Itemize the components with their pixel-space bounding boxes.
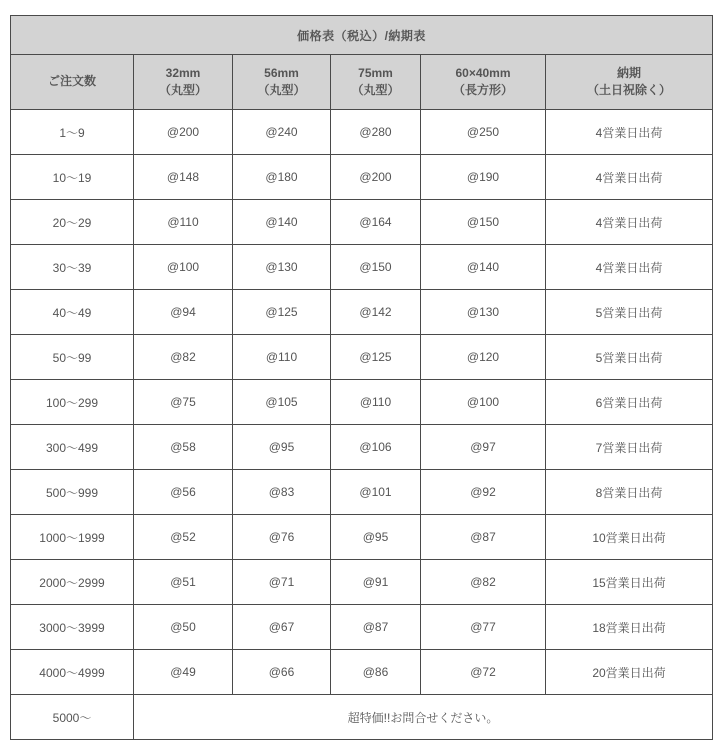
price-cell-32mm: @75 xyxy=(134,380,233,425)
price-cell-60x40mm: @92 xyxy=(421,470,546,515)
col-header-line1: 32mm xyxy=(165,65,201,80)
price-cell-56mm: @67 xyxy=(233,605,331,650)
price-cell-56mm: @83 xyxy=(233,470,331,515)
quantity-cell: 500〜999 xyxy=(11,470,134,515)
col-header-line1: 75mm xyxy=(358,65,393,80)
table-title: 価格表（税込）/納期表 xyxy=(11,16,713,55)
table-row xyxy=(11,110,713,155)
col-header-delivery xyxy=(546,55,713,110)
table-row xyxy=(11,560,713,605)
delivery-cell: 4営業日出荷 xyxy=(546,155,713,200)
quantity-cell: 300〜499 xyxy=(11,425,134,470)
price-cell-75mm: @150 xyxy=(331,245,421,290)
col-header-line2: （長方形） xyxy=(452,83,513,97)
col-header-line1: 60×40mm xyxy=(455,65,511,80)
price-cell-56mm: @125 xyxy=(233,290,331,335)
quantity-cell: 10〜19 xyxy=(11,155,134,200)
col-header-line2: （丸型） xyxy=(158,83,207,97)
price-cell-60x40mm: @250 xyxy=(421,110,546,155)
price-cell-60x40mm: @140 xyxy=(421,245,546,290)
price-cell-56mm: @240 xyxy=(233,110,331,155)
delivery-cell: 20営業日出荷 xyxy=(546,650,713,695)
price-cell-56mm: @110 xyxy=(233,335,331,380)
table-title-row xyxy=(11,16,713,55)
price-cell-75mm: @110 xyxy=(331,380,421,425)
price-cell-60x40mm: @87 xyxy=(421,515,546,560)
delivery-cell: 4営業日出荷 xyxy=(546,110,713,155)
price-cell-75mm: @280 xyxy=(331,110,421,155)
price-cell-56mm: @71 xyxy=(233,560,331,605)
price-cell-56mm: @180 xyxy=(233,155,331,200)
price-cell-75mm: @106 xyxy=(331,425,421,470)
price-cell-75mm: @95 xyxy=(331,515,421,560)
price-cell-60x40mm: @130 xyxy=(421,290,546,335)
table-row xyxy=(11,470,713,515)
price-cell-75mm: @91 xyxy=(331,560,421,605)
price-cell-32mm: @50 xyxy=(134,605,233,650)
quantity-cell: 2000〜2999 xyxy=(11,560,134,605)
col-header-line1: ご注文数 xyxy=(47,74,96,89)
price-cell-75mm: @101 xyxy=(331,470,421,515)
price-cell-60x40mm: @97 xyxy=(421,425,546,470)
delivery-cell: 10営業日出荷 xyxy=(546,515,713,560)
quantity-cell: 4000〜4999 xyxy=(11,650,134,695)
table-row xyxy=(11,605,713,650)
delivery-cell: 18営業日出荷 xyxy=(546,605,713,650)
delivery-cell: 5営業日出荷 xyxy=(546,335,713,380)
price-cell-75mm: @142 xyxy=(331,290,421,335)
col-header-56mm xyxy=(233,55,331,110)
price-cell-32mm: @49 xyxy=(134,650,233,695)
table-row xyxy=(11,515,713,560)
price-cell-32mm: @82 xyxy=(134,335,233,380)
price-table-wrapper xyxy=(10,15,712,740)
contact-note-cell: 超特価!!お問合せください。 xyxy=(134,695,713,740)
price-cell-32mm: @200 xyxy=(134,110,233,155)
price-cell-60x40mm: @190 xyxy=(421,155,546,200)
delivery-cell: 5営業日出荷 xyxy=(546,290,713,335)
table-row xyxy=(11,200,713,245)
price-cell-56mm: @140 xyxy=(233,200,331,245)
delivery-cell: 8営業日出荷 xyxy=(546,470,713,515)
col-header-32mm xyxy=(134,55,233,110)
contact-row xyxy=(11,695,713,740)
col-header-quantity xyxy=(11,55,134,110)
delivery-cell: 4営業日出荷 xyxy=(546,200,713,245)
price-cell-32mm: @94 xyxy=(134,290,233,335)
table-row xyxy=(11,335,713,380)
quantity-cell: 5000〜 xyxy=(11,695,134,740)
price-cell-60x40mm: @82 xyxy=(421,560,546,605)
price-cell-32mm: @52 xyxy=(134,515,233,560)
price-cell-32mm: @148 xyxy=(134,155,233,200)
table-row xyxy=(11,380,713,425)
price-cell-60x40mm: @77 xyxy=(421,605,546,650)
price-cell-60x40mm: @120 xyxy=(421,335,546,380)
delivery-cell: 7営業日出荷 xyxy=(546,425,713,470)
col-header-75mm xyxy=(331,55,421,110)
quantity-cell: 20〜29 xyxy=(11,200,134,245)
price-cell-56mm: @130 xyxy=(233,245,331,290)
col-header-line2: （丸型） xyxy=(257,83,306,97)
quantity-cell: 50〜99 xyxy=(11,335,134,380)
price-cell-56mm: @105 xyxy=(233,380,331,425)
price-rows xyxy=(11,110,713,695)
quantity-cell: 3000〜3999 xyxy=(11,605,134,650)
price-cell-32mm: @56 xyxy=(134,470,233,515)
table-row xyxy=(11,245,713,290)
col-header-line2: （丸型） xyxy=(351,83,400,97)
delivery-cell: 6営業日出荷 xyxy=(546,380,713,425)
price-delivery-table xyxy=(10,15,713,740)
price-cell-75mm: @87 xyxy=(331,605,421,650)
price-cell-32mm: @110 xyxy=(134,200,233,245)
price-cell-60x40mm: @100 xyxy=(421,380,546,425)
table-row xyxy=(11,650,713,695)
table-row xyxy=(11,155,713,200)
column-header-row xyxy=(11,55,713,110)
price-cell-32mm: @58 xyxy=(134,425,233,470)
price-cell-75mm: @125 xyxy=(331,335,421,380)
col-header-line1: 56mm xyxy=(264,65,299,80)
price-cell-32mm: @100 xyxy=(134,245,233,290)
delivery-cell: 4営業日出荷 xyxy=(546,245,713,290)
col-header-line1: 納期 xyxy=(616,65,641,80)
delivery-cell: 15営業日出荷 xyxy=(546,560,713,605)
price-cell-56mm: @66 xyxy=(233,650,331,695)
table-row xyxy=(11,425,713,470)
quantity-cell: 40〜49 xyxy=(11,290,134,335)
price-cell-32mm: @51 xyxy=(134,560,233,605)
price-cell-60x40mm: @150 xyxy=(421,200,546,245)
quantity-cell: 30〜39 xyxy=(11,245,134,290)
price-cell-75mm: @164 xyxy=(331,200,421,245)
quantity-cell: 100〜299 xyxy=(11,380,134,425)
price-cell-75mm: @200 xyxy=(331,155,421,200)
quantity-cell: 1〜9 xyxy=(11,110,134,155)
price-cell-56mm: @95 xyxy=(233,425,331,470)
col-header-line2: （土日祝除く） xyxy=(586,83,671,97)
col-header-60x40mm xyxy=(421,55,546,110)
price-cell-56mm: @76 xyxy=(233,515,331,560)
table-row xyxy=(11,290,713,335)
price-cell-60x40mm: @72 xyxy=(421,650,546,695)
quantity-cell: 1000〜1999 xyxy=(11,515,134,560)
price-cell-75mm: @86 xyxy=(331,650,421,695)
